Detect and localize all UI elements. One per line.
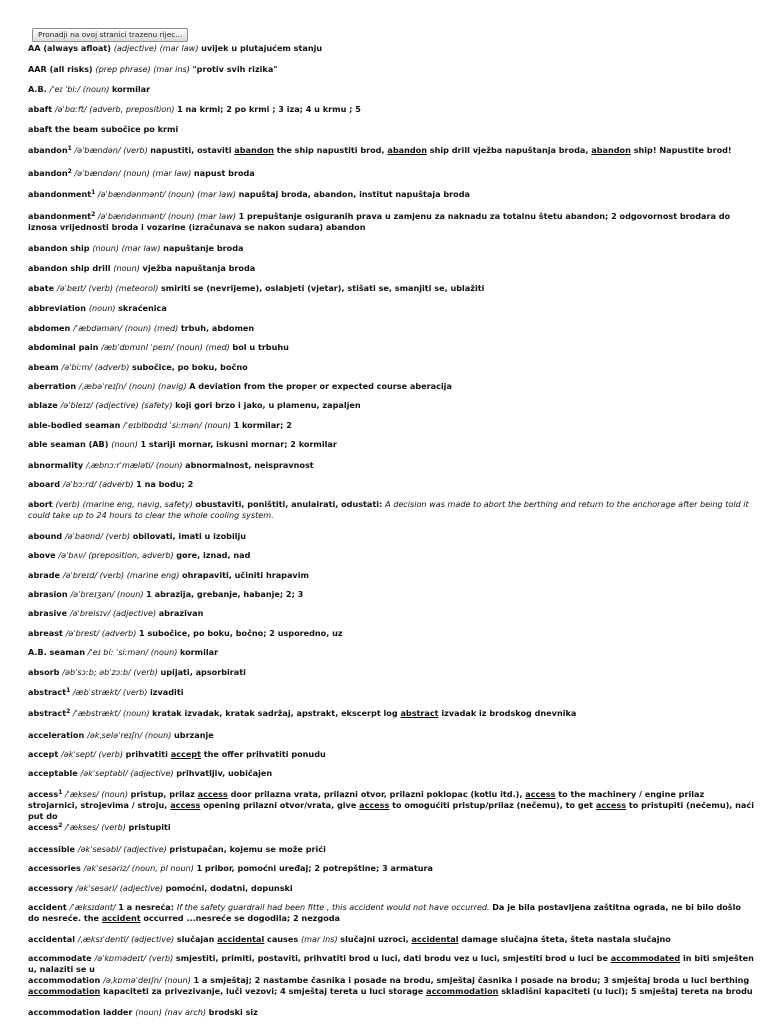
headword: accept (28, 749, 62, 759)
headword: abstract (28, 708, 67, 718)
grammar-label: (noun) (mar law) (123, 168, 194, 178)
grammar-label: (verb) (133, 667, 161, 677)
pronunciation: /əˈbreisɪv/ (69, 608, 113, 618)
headword: abandonment (28, 189, 92, 199)
glossary-entry (28, 667, 754, 678)
definition-text: kormilar (111, 84, 151, 94)
pronunciation: /əˈbɑːft/ (54, 104, 90, 114)
example-keyword[interactable]: abandon (387, 145, 427, 155)
grammar-label: (adjective) (112, 608, 159, 618)
pronunciation: /əˈbaʊnd/ (64, 531, 106, 541)
definition-text: smjestiti, primiti, postaviti, prihvatiti brod u luci, dati brodu vez u luci, smjestiti brod u luci be (175, 953, 611, 963)
definition-text: kratak izvadak, kratak sadržaj, apstrakt, ekscerpt log (152, 708, 401, 718)
grammar-label: (noun) (113, 263, 143, 273)
glossary-entry (28, 362, 754, 373)
definition-text: obustaviti, poništiti, anulairati, odustati: (195, 499, 386, 509)
glossary-entry (28, 844, 754, 855)
grammar-label: (prep phrase) (mar ins) (95, 64, 193, 74)
definition-text: A deviation from the proper or expected course aberacija (189, 381, 452, 391)
example-sentence: If the safety guardrail had been fitte , this accident would not have occurred. (176, 902, 493, 912)
glossary-entry (28, 145, 754, 156)
definition-text: slučajan (176, 934, 218, 944)
grammar-label: (noun) (155, 460, 186, 470)
glossary-entry (28, 975, 754, 997)
grammar-label: (noun) (111, 439, 141, 449)
glossary-entry (28, 64, 754, 75)
glossary-entry (28, 303, 754, 314)
sense-number: 1 (66, 687, 71, 694)
glossary-entry (28, 749, 754, 760)
definition-text: izvaditi (150, 687, 184, 697)
headword: accessible (28, 844, 78, 854)
example-keyword[interactable]: abandon (591, 145, 631, 155)
glossary-entry (28, 420, 754, 431)
glossary-entry (28, 589, 754, 600)
definition-text: in biti smješten u, nalaziti se u (28, 953, 754, 974)
headword: access (28, 789, 59, 799)
pronunciation: /əˌkɒməˈdeɪʃn/ (103, 975, 165, 985)
definition-text: 1 na bodu; 2 (136, 479, 194, 489)
example-keyword[interactable]: accidental (217, 934, 265, 944)
grammar-label: (verb) (101, 822, 129, 832)
headword: abreast (28, 628, 66, 638)
glossary-entry (28, 768, 754, 779)
example-keyword[interactable]: accommodated (610, 953, 681, 963)
pronunciation: /əˈbændən/ (71, 145, 124, 155)
headword: accessories (28, 863, 84, 873)
sense-number: 1 (91, 189, 96, 196)
glossary-entry (28, 211, 754, 233)
pronunciation: /ˈækses/ (62, 789, 102, 799)
pronunciation: /əˈbʌv/ (58, 550, 89, 560)
definition-text: upijati, apsorbirati (160, 667, 246, 677)
glossary-entry (28, 499, 754, 521)
grammar-label: (noun) (navig) (128, 381, 190, 391)
headword: abeam (28, 362, 62, 372)
definition-text: obilovati, imati u izobilju (132, 531, 247, 541)
pronunciation: /ˌæbnɔːrˈmæləti/ (85, 460, 156, 470)
pronunciation: /ˈækses/ (62, 822, 102, 832)
glossary-entry (28, 822, 754, 833)
grammar-label: (adjective) (safety) (95, 400, 176, 410)
grammar-label: (preposition, adverb) (88, 550, 177, 560)
grammar-label: (noun) (144, 730, 175, 740)
glossary-entry (28, 883, 754, 894)
definition-text: ohrapaviti, učiniti hrapavim (182, 570, 309, 580)
headword: AA (always afloat) (28, 43, 114, 53)
definition-text: abnormalnost, neispravnost (185, 460, 314, 470)
example-keyword[interactable]: accommodation (28, 986, 101, 996)
definition-text: slučajni uzroci, (340, 934, 412, 944)
definition-text: skladišni kapaciteti (u luci); 5 smještaj tereta na brodu (498, 986, 753, 996)
headword: able-bodied seaman (28, 420, 124, 430)
definition-text: trbuh, abdomen (180, 323, 255, 333)
pronunciation: /ˌæbəˈreɪʃn/ (78, 381, 129, 391)
definition-text: ship! Napustite brod! (630, 145, 732, 155)
glossary-entry (28, 708, 754, 719)
grammar-label: (noun) (150, 647, 180, 657)
example-keyword[interactable]: abandon (234, 145, 274, 155)
definition-text: occurred ...nesreće se dogodila; 2 nezgoda (140, 913, 341, 923)
definition-text: vježba napuštanja broda (142, 263, 256, 273)
glossary-entry (28, 84, 754, 95)
headword: abnormality (28, 460, 86, 470)
headword: abound (28, 531, 65, 541)
definition-text: gore, iznad, nad (176, 550, 251, 560)
grammar-label: (verb) (105, 531, 133, 541)
headword: abaft the beam (28, 124, 101, 134)
definition-text: damage slučajna šteta, šteta nastala slučajno (458, 934, 671, 944)
definition-text: 1 a nesreća: (118, 902, 177, 912)
sense-number: 1 (58, 789, 63, 796)
glossary-entry (28, 323, 754, 334)
headword: abandon ship drill (28, 263, 114, 273)
definition-text: koji gori brzo i jako, u plamenu, zapaljen (175, 400, 361, 410)
headword: abrasive (28, 608, 70, 618)
definition-text: pomoćni, dodatni, dopunski (165, 883, 293, 893)
glossary-entry (28, 439, 754, 450)
definition-text: the offer prihvatiti ponudu (200, 749, 326, 759)
pronunciation: /ˈæksɪdənt/ (69, 902, 119, 912)
headword: acceptable (28, 768, 81, 778)
headword: acceleration (28, 730, 88, 740)
definition-text: to the machinery / engine prilaz strojarnici, strojevima / stroju, (28, 789, 705, 810)
definition-text: subočice, po boku, bočno (131, 362, 248, 372)
grammar-label: (adverb, preposition) (89, 104, 178, 114)
headword: abbreviation (28, 303, 89, 313)
grammar-label: (noun) (med) (124, 323, 181, 333)
glossary-entry (28, 550, 754, 561)
definition-text: smiriti se (nevrijeme), oslabjeti (vjetar), stišati se, smanjiti se, ublažiti (160, 283, 485, 293)
definition-text: pristupačan, kojemu se može prići (169, 844, 326, 854)
definition-text: "protiv svih rizika" (192, 64, 278, 74)
example-keyword[interactable]: access (525, 789, 556, 799)
pronunciation: /əkˈsesəri/ (75, 883, 120, 893)
glossary-entry (28, 381, 754, 392)
definition-text: 1 a smještaj; 2 nastambe časnika i posade na brodu, smještaj časnika i posade na brodu; 3 smještaj broda u luci berthing (193, 975, 750, 985)
definition-text: kapaciteti za privezivanje, luči vezovi; 4 smještaj tereta u luci storage (100, 986, 427, 996)
pronunciation: /əkˈsesəriz/ (83, 863, 132, 873)
grammar-label: (adjective) (123, 844, 170, 854)
pronunciation: /ˈæbdəmən/ (73, 323, 125, 333)
glossary-entry (28, 730, 754, 741)
headword: A.B. seaman (28, 647, 88, 657)
grammar-label: (verb) (98, 749, 126, 759)
definition-text: uvijek u plutajućem stanju (201, 43, 323, 53)
example-sentence: A decision was made to abort the berthing and return to the anchorage after being told it could take up to 24 hours to clear the whole cooling system. (28, 499, 749, 520)
grammar-label: (verb) (123, 145, 151, 155)
pronunciation: /əˈbeɪt/ (56, 283, 89, 293)
pronunciation: /əkˈsesəbl/ (77, 844, 124, 854)
sense-number: 1 (67, 145, 72, 152)
glossary-entry (28, 570, 754, 581)
definition-text: causes (264, 934, 302, 944)
pronunciation: /əbˈsɔːb; əbˈzɔːb/ (62, 667, 134, 677)
definition-text: napustiti, ostaviti (150, 145, 235, 155)
headword: accommodation (28, 975, 104, 985)
pronunciation: /əˈbreɪʒən/ (70, 589, 117, 599)
headword: abate (28, 283, 57, 293)
definition-text: the ship napustiti brod, (273, 145, 388, 155)
pronunciation: /əˈbrest/ (65, 628, 102, 638)
glossary-entry (28, 902, 754, 924)
definition-text: 1 abrazija, grebanje, habanje; 2; 3 (146, 589, 304, 599)
definition-text: bol u trbuhu (232, 342, 289, 352)
grammar-label: (verb) (marine eng) (99, 570, 183, 580)
pronunciation: /ˈeɪ biː ˈsiːmən/ (87, 647, 151, 657)
definition-text: to pristupiti (nečemu), naći put do (28, 800, 754, 821)
definition-text: subočice po krmi (100, 124, 179, 134)
headword: able seaman (AB) (28, 439, 112, 449)
grammar-label: (mar ins) (301, 934, 341, 944)
headword: AAR (all risks) (28, 64, 96, 74)
definition-text: brodski siz (208, 1007, 258, 1017)
glossary-entry (28, 608, 754, 619)
definition-text: ship drill vježba napuštanja broda, (426, 145, 592, 155)
glossary-entry (28, 168, 754, 179)
definition-text: door prilazna vrata, prilazni otvor, prilazni poklopac (kotlu itd.), (227, 789, 526, 799)
pronunciation: /əˈkɒmədeɪt/ (94, 953, 149, 963)
glossary-entry (28, 647, 754, 658)
definition-text: 1 prepuštanje osiguranih prava u zamjenu za naknadu za totalnu štetu abandon; 2 odgovornost brodara do iznosa vrijednosti broda i vozarine (izračunava se nakon sudara) abandon (28, 211, 731, 232)
sense-number: 2 (91, 211, 96, 218)
headword: abandon (28, 145, 68, 155)
grammar-label: (noun) (101, 789, 131, 799)
example-keyword[interactable]: accident (101, 913, 141, 923)
definition-text: 1 pribor, pomoćni uređaj; 2 potrepštine; 3 armatura (196, 863, 433, 873)
headword: aberration (28, 381, 79, 391)
headword: accommodate (28, 953, 95, 963)
grammar-label: (adjective) (mar law) (113, 43, 202, 53)
pronunciation: /əˈbændənmənt/ (95, 211, 168, 221)
glossary-list (28, 43, 754, 1018)
grammar-label: (adjective) (119, 883, 166, 893)
headword: ablaze (28, 400, 61, 410)
glossary-entry (28, 1007, 754, 1018)
grammar-label: (verb) (148, 953, 176, 963)
glossary-entry (28, 934, 754, 945)
pronunciation: /əˈbændənmənt/ (95, 189, 168, 199)
grammar-label: (adverb) (94, 362, 132, 372)
definition-text: prihvatljiv, uobičajen (176, 768, 273, 778)
definition-text: napuštanje broda (163, 243, 244, 253)
pronunciation: /əkˈseptəbl/ (80, 768, 131, 778)
definition-text: napuštaj broda, abandon, institut napuštaja broda (238, 189, 470, 199)
glossary-entry (28, 789, 754, 822)
pronunciation: /ˌæksɪˈdentl/ (77, 934, 131, 944)
grammar-label: (noun) (204, 420, 234, 430)
grammar-label: (verb) (marine eng, navig, safety) (55, 499, 196, 509)
definition-text: pristup, prilaz (130, 789, 198, 799)
grammar-label: (noun) (164, 975, 194, 985)
pronunciation: /əˈbreɪd/ (62, 570, 100, 580)
glossary-entry (28, 531, 754, 542)
glossary-entry (28, 342, 754, 353)
grammar-label: (adverb) (98, 479, 137, 489)
definition-text: 1 kormilar; 2 (233, 420, 292, 430)
grammar-label: (noun) (mar law) (167, 189, 239, 199)
headword: abort (28, 499, 56, 509)
pronunciation: /əkˈsept/ (61, 749, 99, 759)
pronunciation: /əˈbændən/ (71, 168, 124, 178)
pronunciation: /æbˈdɒmɪnl ˈpeɪn/ (101, 342, 177, 352)
headword: abdomen (28, 323, 74, 333)
example-keyword[interactable]: access (170, 800, 201, 810)
headword: abandonment (28, 211, 92, 221)
pronunciation: /ˈeɪ ˈbiː/ (49, 84, 83, 94)
glossary-entry (28, 953, 754, 975)
grammar-label: (noun) (nav arch) (135, 1007, 209, 1017)
glossary-entry (28, 243, 754, 254)
find-on-page-button[interactable]: Pronadji na ovoj stranici trazenu rijec... (32, 28, 188, 42)
definition-text: opening prilazni otvor/vrata, give (200, 800, 360, 810)
definition-text: skraćenica (118, 303, 167, 313)
glossary-entry (28, 400, 754, 411)
definition-text: ubrzanje (174, 730, 214, 740)
definition-text: izvadak iz brodskog dnevnika (438, 708, 577, 718)
pronunciation: /ˈeɪblbɒdɪd ˈsiːmən/ (123, 420, 205, 430)
definition-text: Da je bila postavljena zaštitna ograda, ne bi bilo došlo do nesreće. the (28, 902, 741, 923)
headword: accessory (28, 883, 76, 893)
example-keyword[interactable]: abstract (400, 708, 439, 718)
headword: abdominal pain (28, 342, 102, 352)
example-keyword[interactable]: access (197, 789, 228, 799)
pronunciation: /əˈbɔːrd/ (62, 479, 99, 489)
glossary-entry (28, 479, 754, 490)
headword: accidental (28, 934, 78, 944)
sense-number: 2 (58, 822, 63, 829)
example-keyword[interactable]: accidental (411, 934, 459, 944)
pronunciation: /əkˌseləˈreɪʃn/ (87, 730, 145, 740)
pronunciation: /əˈbiːm/ (61, 362, 95, 372)
example-keyword[interactable]: accommodation (426, 986, 499, 996)
glossary-entry (28, 104, 754, 115)
glossary-entry (28, 460, 754, 471)
glossary-entry (28, 189, 754, 200)
grammar-label: (noun, pl noun) (131, 863, 197, 873)
definition-text: 1 na krmi; 2 po krmi ; 3 iza; 4 u krmu ; 5 (177, 104, 361, 114)
grammar-label: (noun) (mar law) (167, 211, 239, 221)
glossary-entry (28, 124, 754, 135)
definition-text: 1 subočice, po boku, bočno; 2 usporedno, uz (139, 628, 343, 638)
glossary-entry (28, 263, 754, 274)
glossary-entry (28, 283, 754, 294)
grammar-label: (verb) (122, 687, 151, 697)
headword: abaft (28, 104, 55, 114)
headword: access (28, 822, 59, 832)
grammar-label: (adverb) (101, 628, 140, 638)
headword: A.B. (28, 84, 50, 94)
headword: abandon ship (28, 243, 93, 253)
example-keyword[interactable]: access (595, 800, 627, 810)
headword: absorb (28, 667, 63, 677)
grammar-label: (noun) (med) (176, 342, 233, 352)
glossary-entry (28, 628, 754, 639)
pronunciation: /əˈbleɪz/ (60, 400, 96, 410)
pronunciation: /æbˈstrækt/ (70, 687, 123, 697)
headword: accommodation ladder (28, 1007, 136, 1017)
definition-text: pristupiti (128, 822, 171, 832)
headword: accident (28, 902, 70, 912)
glossary-entry (28, 863, 754, 874)
headword: above (28, 550, 59, 560)
grammar-label: (noun) (mar law) (92, 243, 164, 253)
grammar-label: (noun) (116, 589, 147, 599)
grammar-label: (adjective) (130, 934, 177, 944)
headword: abstract (28, 687, 67, 697)
headword: abandon (28, 168, 68, 178)
grammar-label: (adjective) (130, 768, 177, 778)
pronunciation: /ˈæbstrækt/ (70, 708, 123, 718)
glossary-entry (28, 687, 754, 698)
headword: aboard (28, 479, 63, 489)
headword: abrasion (28, 589, 71, 599)
definition-text: abrazivan (158, 608, 204, 618)
definition-text: to omogućiti pristup/prilaz (nečemu), to get (389, 800, 596, 810)
sense-number: 2 (67, 168, 72, 175)
sense-number: 2 (66, 708, 71, 715)
example-keyword[interactable]: accept (170, 749, 201, 759)
definition-text: napust broda (193, 168, 255, 178)
glossary-entry (28, 43, 754, 54)
grammar-label: (noun) (88, 303, 119, 313)
definition-text: kormilar (179, 647, 219, 657)
definition-text: prihvatiti (125, 749, 171, 759)
grammar-label: (verb) (meteorol) (88, 283, 161, 293)
example-keyword[interactable]: access (359, 800, 390, 810)
headword: abrade (28, 570, 63, 580)
grammar-label: (noun) (122, 708, 153, 718)
grammar-label: (noun) (82, 84, 112, 94)
definition-text: 1 stariji mornar, iskusni mornar; 2 kormilar (140, 439, 337, 449)
